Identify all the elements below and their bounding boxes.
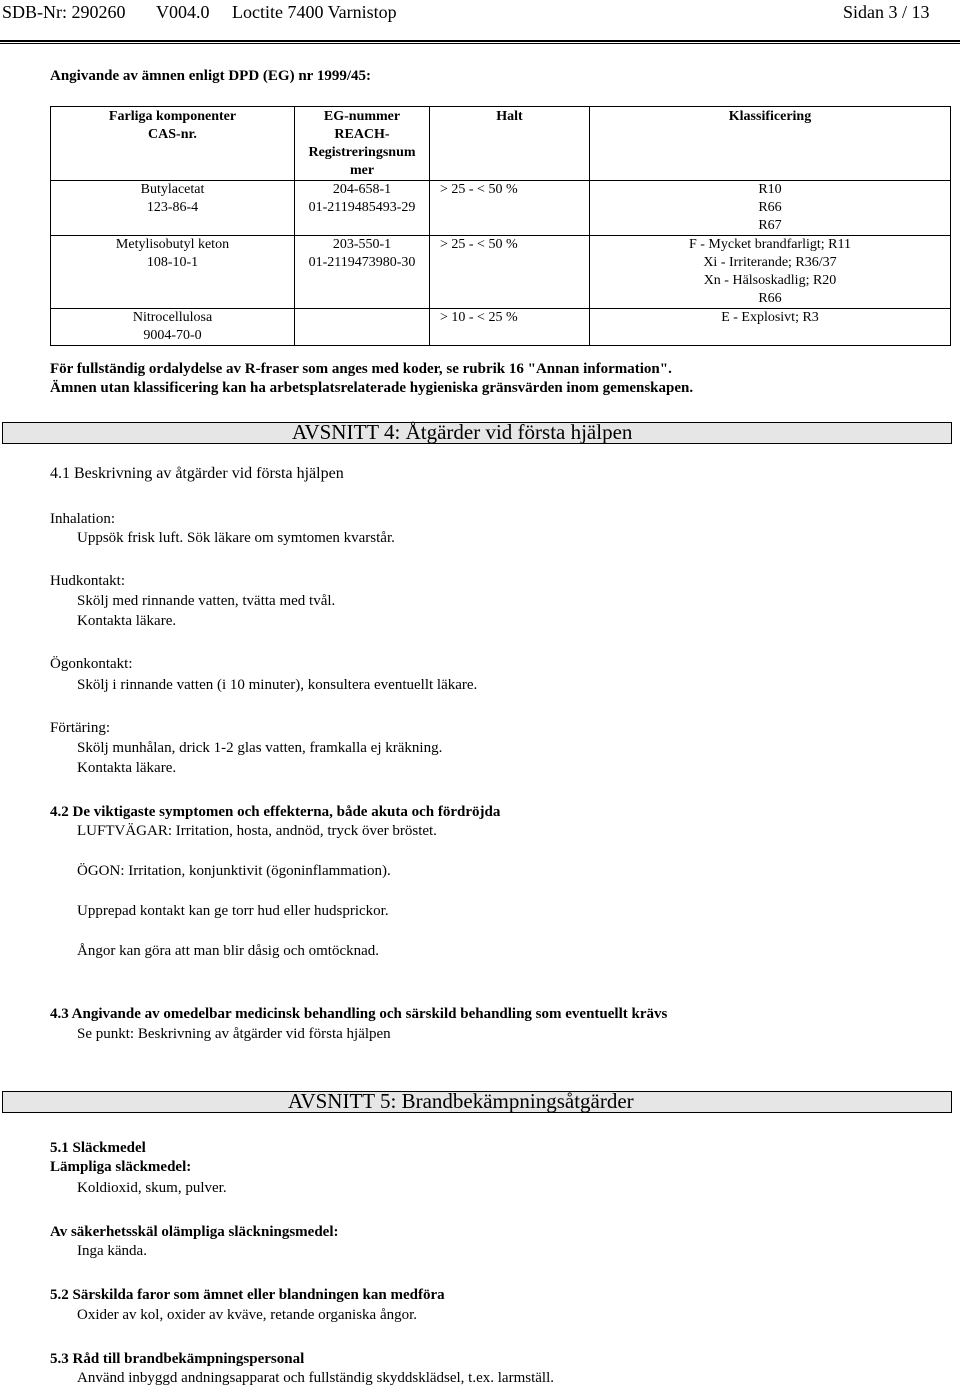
inhalation-text: Uppsök frisk luft. Sök läkare om symtomen kvarstår. <box>77 530 395 546</box>
eg-cell <box>295 309 430 346</box>
header-klassificering: Klassificering <box>590 107 951 181</box>
symptom-eyes: ÖGON: Irritation, konjunktivit (ögoninflammation). <box>77 863 391 879</box>
subsection-5-2-text: Oxider av kol, oxider av kväve, retande organiska ångor. <box>77 1307 418 1323</box>
fortaring-label: Förtäring: <box>50 720 110 736</box>
hudkontakt-label: Hudkontakt: <box>50 573 125 589</box>
table-row <box>51 236 951 309</box>
symptom-skin: Upprepad kontakt kan ge torr hud eller hudsprickor. <box>77 903 389 919</box>
klass-cell: E - Explosivt; R3 <box>590 309 951 346</box>
klass-cell: F - Mycket brandfarligt; R11 Xi - Irriterande; R36/37 Xn - Hälsoskadlig; R20 R66 <box>590 236 951 309</box>
component-cell: Butylacetat 123-86-4 <box>51 181 295 236</box>
ogonkontakt-text: Skölj i rinnande vatten (i 10 minuter), konsultera eventuellt läkare. <box>77 677 478 693</box>
table-row <box>51 309 951 346</box>
halt-cell: > 10 - < 25 % <box>430 309 590 346</box>
header-halt: Halt <box>430 107 590 181</box>
fortaring-text-2: Kontakta läkare. <box>77 760 177 776</box>
header-eg-reach: EG-nummer REACH- Registreringsnum mer <box>295 107 430 181</box>
halt-cell: > 25 - < 50 % <box>430 181 590 236</box>
eg-cell: 203-550-1 01-2119473980-30 <box>295 236 430 309</box>
section-5-title: AVSNITT 5: Brandbekämpningsåtgärder <box>288 1089 634 1113</box>
inhalation-label: Inhalation: <box>50 511 115 527</box>
subsection-5-2: 5.2 Särskilda faror som ämnet eller blandningen kan medföra <box>50 1287 445 1303</box>
subsection-4-3-text: Se punkt: Beskrivning av åtgärder vid första hjälpen <box>77 1026 391 1042</box>
table-row <box>51 181 951 236</box>
document-number: SDB-Nr: 290260 <box>2 2 126 22</box>
subsection-5-1: 5.1 Släckmedel <box>50 1140 146 1156</box>
symptom-vapours: Ångor kan göra att man blir dåsig och omtöcknad. <box>77 943 380 959</box>
unsuitable-media-text: Inga kända. <box>77 1243 147 1259</box>
header-rule-thin <box>0 43 960 44</box>
fortaring-text: Skölj munhålan, drick 1-2 glas vatten, framkalla ej kräkning. <box>77 740 443 756</box>
table-header-row <box>51 107 951 181</box>
subsection-4-3: 4.3 Angivande av omedelbar medicinsk behandling och särskild behandling som eventuellt krävs <box>50 1006 668 1022</box>
subsection-5-3-text: Använd inbyggd andningsapparat och fullständig skyddsklädsel, t.ex. larmställ. <box>77 1370 554 1386</box>
hudkontakt-text-2: Kontakta läkare. <box>77 613 177 629</box>
header-components: Farliga komponenter CAS-nr. <box>51 107 295 181</box>
note-classification: Ämnen utan klassificering kan ha arbetsplatsrelaterade hygieniska gränsvärden inom gemenskapen. <box>50 380 694 396</box>
hudkontakt-text: Skölj med rinnande vatten, tvätta med tvål. <box>77 593 336 609</box>
suitable-media-text: Koldioxid, skum, pulver. <box>77 1180 227 1196</box>
suitable-media-label: Lämpliga släckmedel: <box>50 1159 192 1175</box>
note-r-phrases: För fullständig ordalydelse av R-fraser som anges med koder, se rubrik 16 "Annan information". <box>50 361 672 377</box>
section-4-title: AVSNITT 4: Åtgärder vid första hjälpen <box>292 420 633 444</box>
subsection-4-2: 4.2 De viktigaste symptomen och effekterna, både akuta och fördröjda <box>50 804 501 820</box>
components-table <box>50 106 951 346</box>
halt-cell: > 25 - < 50 % <box>430 236 590 309</box>
component-cell: Metylisobutyl keton 108-10-1 <box>51 236 295 309</box>
symptom-airways: LUFTVÄGAR: Irritation, hosta, andnöd, tryck över bröstet. <box>77 823 437 839</box>
document-version: V004.0 <box>156 2 210 22</box>
unsuitable-media-label: Av säkerhetsskäl olämpliga släckningsmedel: <box>50 1224 339 1240</box>
klass-cell: R10 R66 R67 <box>590 181 951 236</box>
page-number: Sidan 3 / 13 <box>843 2 930 22</box>
product-name: Loctite 7400 Varnistop <box>232 2 397 22</box>
component-cell: Nitrocellulosa 9004-70-0 <box>51 309 295 346</box>
ogonkontakt-label: Ögonkontakt: <box>50 656 133 672</box>
subsection-4-1: 4.1 Beskrivning av åtgärder vid första hjälpen <box>50 465 344 482</box>
dpd-heading: Angivande av ämnen enligt DPD (EG) nr 1999/45: <box>50 68 371 84</box>
eg-cell: 204-658-1 01-2119485493-29 <box>295 181 430 236</box>
subsection-5-3: 5.3 Råd till brandbekämpningspersonal <box>50 1351 305 1367</box>
header-rule <box>0 40 960 42</box>
